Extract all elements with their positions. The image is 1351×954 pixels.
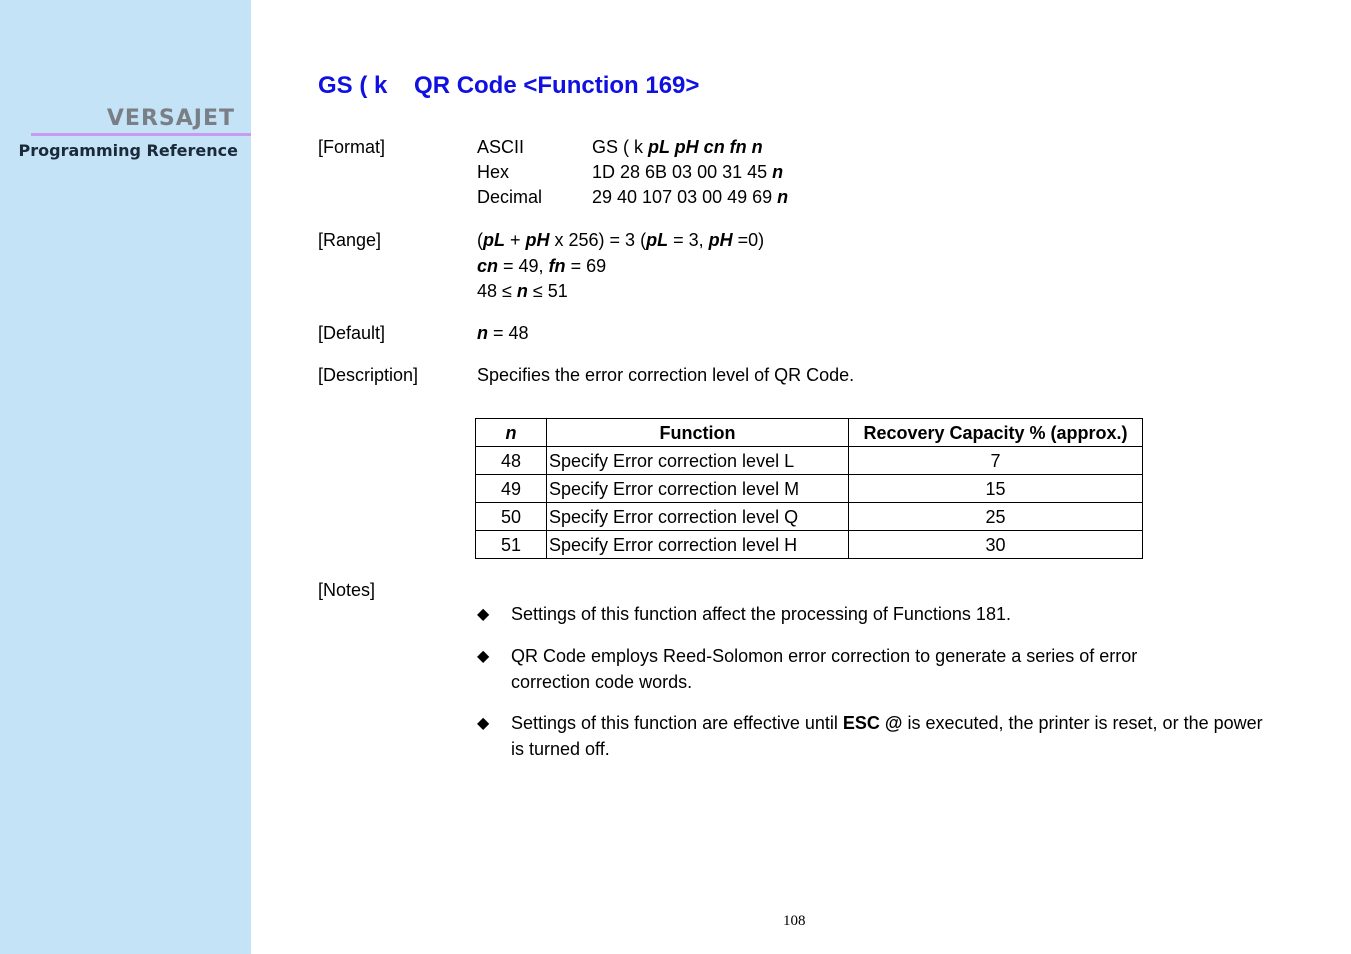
note-text bbox=[511, 710, 1271, 762]
range-param-pl: pL bbox=[646, 230, 669, 250]
page-number: 108 bbox=[783, 913, 806, 929]
range-line-1 bbox=[477, 230, 764, 251]
table-row bbox=[476, 475, 1143, 503]
range-param-ph: pH bbox=[708, 230, 733, 250]
table-header-recovery: Recovery Capacity % (approx.) bbox=[849, 419, 1143, 447]
range-text: x 256) = 3 ( bbox=[549, 230, 647, 250]
format-value-ascii bbox=[592, 137, 763, 158]
table-cell-function: Specify Error correction level L bbox=[547, 447, 849, 475]
note-text: QR Code employs Reed-Solomon error correction to generate a series of error correction code words. bbox=[511, 646, 1138, 692]
note-text-part: is executed, the printer is reset, or the power is turned off. bbox=[511, 713, 1263, 759]
table-cell-recovery: 7 bbox=[849, 447, 1143, 475]
range-param-n: n bbox=[516, 281, 528, 301]
notes-label: [Notes] bbox=[318, 580, 376, 600]
table-cell-function: Specify Error correction level M bbox=[547, 475, 849, 503]
error-correction-table bbox=[475, 418, 1143, 559]
table-cell-n: 48 bbox=[476, 447, 547, 475]
range-text: = 69 bbox=[565, 256, 607, 276]
range-text: = 3, bbox=[668, 230, 709, 250]
table-cell-n: 49 bbox=[476, 475, 547, 503]
table-cell-n: 50 bbox=[476, 503, 547, 531]
table-header-function: Function bbox=[547, 419, 849, 447]
range-param-ph: pH bbox=[525, 230, 550, 250]
range-text: 48 ≤ bbox=[477, 281, 517, 301]
range-param-fn: fn bbox=[548, 256, 566, 276]
format-hex-plain: 1D 28 6B 03 00 31 45 bbox=[592, 162, 773, 182]
range-label: [Range] bbox=[318, 230, 382, 250]
default-label: [Default] bbox=[318, 323, 386, 343]
format-hex-param: n bbox=[772, 162, 784, 182]
table-cell-function: Specify Error correction level H bbox=[547, 531, 849, 559]
table-cell-recovery: 30 bbox=[849, 531, 1143, 559]
table-row bbox=[476, 447, 1143, 475]
format-ascii-params: pL pH cn fn n bbox=[648, 137, 763, 157]
range-line-3 bbox=[477, 281, 568, 302]
note-text: Settings of this function affect the processing of Functions 181. bbox=[511, 604, 1011, 624]
default-value bbox=[477, 323, 529, 344]
table-row bbox=[476, 531, 1143, 559]
page-title: GS ( k QR Code <Function 169> bbox=[318, 72, 700, 99]
format-type-hex: Hex bbox=[477, 162, 510, 182]
range-text: =0) bbox=[732, 230, 765, 250]
range-text: ≤ 51 bbox=[527, 281, 568, 301]
format-decimal-param: n bbox=[777, 187, 789, 207]
diamond-bullet-icon: ◆ bbox=[477, 715, 490, 732]
format-decimal-plain: 29 40 107 03 00 49 69 bbox=[592, 187, 778, 207]
default-param-n: n bbox=[477, 323, 488, 343]
table-row bbox=[476, 503, 1143, 531]
description-text: Specifies the error correction level of QR Code. bbox=[477, 365, 855, 385]
diamond-bullet-icon: ◆ bbox=[477, 648, 490, 665]
range-line-2 bbox=[477, 256, 606, 277]
note-command-esc: ESC @ bbox=[842, 713, 903, 733]
format-value-hex bbox=[592, 162, 783, 183]
default-text: = 48 bbox=[488, 323, 529, 343]
table-cell-function: Specify Error correction level Q bbox=[547, 503, 849, 531]
range-param-pl: pL bbox=[483, 230, 505, 250]
format-label: [Format] bbox=[318, 137, 386, 157]
table-header-n: n bbox=[476, 419, 547, 447]
note-text-part: Settings of this function are effective until bbox=[511, 713, 843, 733]
description-label: [Description] bbox=[318, 365, 419, 385]
format-ascii-plain: GS ( k bbox=[592, 137, 649, 157]
format-type-decimal: Decimal bbox=[477, 187, 543, 207]
table-cell-recovery: 25 bbox=[849, 503, 1143, 531]
table-cell-n: 51 bbox=[476, 531, 547, 559]
table-header-row bbox=[476, 419, 1143, 447]
brand-subtitle: Programming Reference bbox=[18, 141, 238, 160]
format-type-ascii: ASCII bbox=[477, 137, 525, 157]
brand-logo: VERSAJET bbox=[106, 106, 235, 131]
table-cell-recovery: 15 bbox=[849, 475, 1143, 503]
brand-divider bbox=[31, 133, 251, 136]
sidebar bbox=[0, 0, 251, 954]
range-text: ( bbox=[477, 230, 483, 250]
diamond-bullet-icon: ◆ bbox=[477, 606, 490, 623]
range-param-cn: cn bbox=[477, 256, 499, 276]
format-value-decimal bbox=[592, 187, 788, 208]
range-text: = 49, bbox=[498, 256, 549, 276]
range-text: + bbox=[505, 230, 526, 250]
